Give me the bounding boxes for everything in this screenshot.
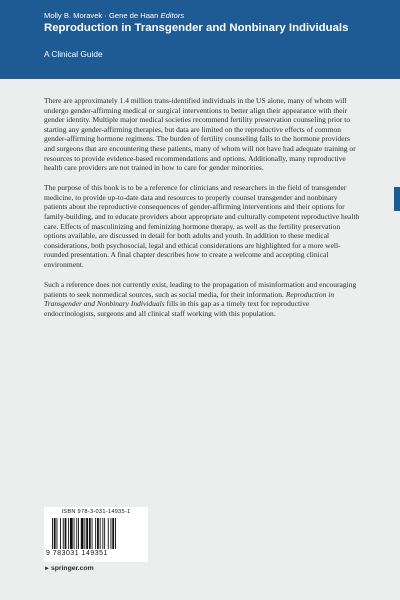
- blurb: [44, 96, 360, 329]
- authors: Molly B. Moravek · Gene de Haan: [44, 11, 159, 20]
- book-subtitle: A Clinical Guide: [44, 49, 103, 59]
- editors-label: Editors: [160, 11, 185, 20]
- blurb-paragraph-1: There are approximately 1.4 million trans-identified individuals in the US alone, many of whom will undergo gender-affirming medical or surgical interventions to better align their appearance with their gender identity. Multiple major medical societies recommend fertility preservation counseling prior to starting any gender-affirming therapies, but data are limited on the reproductive effects of common gender-affirming hormone regimens. The burden of fertility counseling falls to the hormone providers and surgeons that are encountering these patients, many of whom will not have had adequate training or resources to provide evidence-based recommendations and options. Additionally, many reproductive health care providers are not trained in how to care for gender minorities.: [44, 96, 356, 173]
- blurb-p3-end: fills in this gap as a timely text for reproductive endocrinologists, surgeons and all clinical staff working with this population.: [44, 299, 310, 318]
- publisher-url: springer.com: [50, 565, 94, 572]
- arrow-right-icon: ►: [44, 566, 50, 572]
- blurb-paragraph-3: [44, 280, 360, 318]
- book-title: Reproduction in Transgender and Nonbinary Individuals: [44, 22, 349, 34]
- blurb-paragraph-2: The purpose of this book is to be a reference for clinicians and researchers in the field of transgender medicine, to provide up-to-date data and resources to properly counsel transgender and nonbinary patients about the reproductive consequences of gender-affirming interventions and their options for family-building, and to educate providers about appropriate and culturally competent reproductive health care. Effects of masculinizing and feminizing hormone therapy, as well as the fertility preservation options available, are discussed in detail for both adults and youth. In addition to these medical considerations, both psychosocial, legal and ethical considerations are highlighted for a more well-rounded presentation. A final chapter describes how to create a welcome and accepting clinical environment.: [44, 183, 360, 269]
- spine-tab: [394, 187, 400, 211]
- blurb-p3-title: Reproduction in Transgender and Nonbinary Individuals: [44, 289, 335, 309]
- cover-header: [0, 0, 400, 79]
- publisher-link[interactable]: [44, 565, 94, 572]
- isbn-text: ISBN 978-3-031-14935-1: [61, 509, 131, 515]
- editors-line: [44, 11, 184, 20]
- barcode-bars: [52, 518, 140, 549]
- blurb-p3-start: Such a reference does not currently exist, leading to the propagation of misinformation and encouraging patients to seek nonmedical sources, such as social media, for their information.: [44, 280, 357, 299]
- barcode-digits: 9 783031 149351: [46, 550, 108, 557]
- barcode-box: [44, 507, 148, 562]
